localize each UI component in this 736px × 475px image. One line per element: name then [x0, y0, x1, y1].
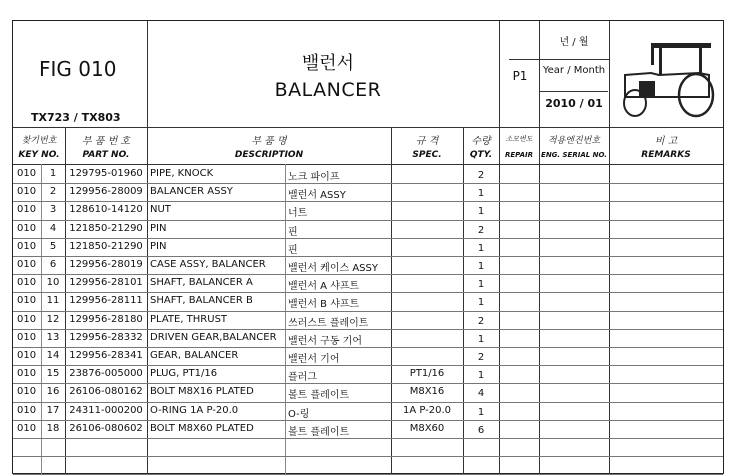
- cell-part: 129956-28019: [69, 259, 143, 270]
- fig-number: FIG 010: [39, 57, 117, 81]
- col-divider: [499, 127, 500, 475]
- cell-qty: 2: [477, 315, 485, 327]
- cell-key: 12: [46, 313, 60, 325]
- header-col-divider: [499, 21, 500, 128]
- cell-spec: M8X60: [409, 422, 445, 434]
- cell-ko: 쓰러스트 플레이트: [288, 317, 369, 329]
- cell-fig: 010: [17, 168, 37, 179]
- cell-fig: 010: [17, 350, 37, 361]
- cell-ko: 밸런서 기어: [288, 354, 340, 365]
- row-divider: [13, 256, 723, 257]
- desc-subdivider: [285, 164, 286, 475]
- row-divider: [13, 220, 723, 221]
- cell-fig: 010: [17, 204, 37, 216]
- cell-part: 129956-28111: [69, 295, 143, 307]
- cell-part: 23876-005000: [69, 368, 143, 380]
- row-divider: [13, 438, 723, 439]
- cell-key: 15: [46, 368, 60, 380]
- col-key-en: KEY NO.: [18, 150, 60, 160]
- cell-qty: 2: [477, 224, 485, 236]
- cell-qty: 1: [477, 370, 485, 382]
- row-divider: [13, 420, 723, 421]
- cell-key: 17: [46, 404, 60, 416]
- cell-qty: 1: [477, 297, 485, 309]
- col-serial-ko: 적용엔진번호: [547, 136, 601, 146]
- cell-part: 121850-21290: [69, 222, 143, 234]
- cell-part: 121850-21290: [69, 240, 143, 252]
- year-month-label-korean: 년 / 월: [559, 37, 589, 48]
- cell-key: 4: [49, 222, 57, 234]
- year-month-label: Year / Month: [542, 65, 606, 76]
- header-col-divider: [147, 21, 148, 128]
- cell-ko: 볼트 플레이트: [288, 426, 350, 438]
- cell-key: 16: [46, 386, 60, 398]
- cell-qty: 2: [477, 170, 485, 181]
- cell-key: 2: [49, 186, 57, 198]
- header-col-divider: [609, 21, 610, 128]
- cell-fig: 010: [17, 240, 37, 252]
- cell-key: 3: [49, 204, 57, 216]
- cell-ko: 핀: [288, 244, 298, 256]
- col-spec-en: SPEC.: [412, 150, 442, 160]
- cell-desc: PLUG, PT1/16: [150, 368, 218, 380]
- cell-fig: 010: [17, 368, 37, 380]
- cell-key: 1: [49, 168, 57, 179]
- cell-part: 129956-28009: [69, 186, 143, 198]
- title-korean: 밸런서: [301, 53, 355, 74]
- cell-spec: M8X16: [409, 386, 445, 398]
- row-divider: [13, 383, 723, 384]
- cell-desc: BOLT M8X16 PLATED: [150, 386, 254, 398]
- row-divider: [13, 238, 723, 239]
- cell-spec: 1A P-20.0: [402, 404, 452, 416]
- col-remarks-ko: 비 고: [654, 136, 678, 147]
- cell-desc: O-RING 1A P-20.0: [150, 404, 239, 416]
- col-qty-ko: 수량: [471, 136, 491, 147]
- cell-desc: NUT: [150, 204, 171, 216]
- cell-fig: 010: [17, 386, 37, 398]
- row-divider: [13, 292, 723, 293]
- cell-desc: PIN: [150, 240, 167, 252]
- cell-desc: PIN: [150, 222, 167, 234]
- cell-desc: SHAFT, BALANCER A: [150, 277, 253, 289]
- cell-spec: PT1/16: [409, 368, 445, 380]
- cell-ko: 밸런서 A 샤프트: [288, 281, 360, 293]
- row-divider: [13, 201, 723, 202]
- row-divider: [13, 183, 723, 184]
- page-divider: [509, 59, 609, 60]
- col-divider: [539, 127, 540, 475]
- col-qty-en: QTY.: [469, 150, 493, 160]
- header-col-divider: [539, 21, 540, 128]
- row-divider: [13, 311, 723, 312]
- cell-fig: 010: [17, 259, 37, 270]
- cell-key: 14: [46, 350, 60, 361]
- tractor-icon: [611, 23, 721, 125]
- cell-qty: 1: [477, 406, 485, 418]
- col-part-ko: 부 품 번 호: [81, 136, 131, 147]
- cell-part: 129956-28341: [69, 350, 143, 361]
- cell-ko: 핀: [288, 226, 298, 238]
- col-desc-en: DESCRIPTION: [234, 150, 304, 160]
- cell-key: 10: [46, 277, 60, 289]
- cell-part: 129795-01960: [69, 168, 143, 179]
- cell-ko: O-링: [288, 408, 310, 420]
- row-divider: [13, 365, 723, 366]
- cell-ko: 볼트 플레이트: [288, 390, 350, 402]
- parts-sheet: [12, 20, 724, 474]
- cell-desc: SHAFT, BALANCER B: [150, 295, 253, 307]
- cell-desc: BOLT M8X60 PLATED: [150, 422, 254, 434]
- col-part-en: PART NO.: [82, 150, 130, 160]
- cell-fig: 010: [17, 186, 37, 198]
- cell-ko: 밸런서 케이스 ASSY: [288, 263, 378, 274]
- row-divider: [13, 347, 723, 348]
- cell-fig: 010: [17, 422, 37, 434]
- cell-part: 129956-28101: [69, 277, 143, 289]
- cell-part: 26106-080162: [69, 386, 143, 398]
- cell-ko: 너트: [288, 208, 308, 220]
- cell-key: 6: [49, 259, 57, 270]
- cell-fig: 010: [17, 331, 37, 343]
- cell-key: 11: [46, 295, 60, 307]
- cell-qty: 1: [477, 206, 485, 218]
- cell-desc: GEAR, BALANCER: [150, 350, 239, 361]
- cell-ko: 밸런서 구동 기어: [288, 335, 362, 347]
- cell-qty: 4: [477, 388, 485, 400]
- cell-key: 18: [46, 422, 60, 434]
- cell-desc: PLATE, THRUST: [150, 313, 228, 325]
- cell-key: 13: [46, 331, 60, 343]
- cell-qty: 1: [477, 188, 485, 200]
- cell-fig: 010: [17, 404, 37, 416]
- col-repair-en: REPAIR: [504, 151, 534, 159]
- cell-desc: DRIVEN GEAR,BALANCER: [150, 331, 277, 343]
- cell-fig: 010: [17, 313, 37, 325]
- cell-fig: 010: [17, 295, 37, 307]
- cell-qty: 2: [477, 352, 485, 363]
- cell-part: 129956-28180: [69, 313, 143, 325]
- cell-qty: 1: [477, 279, 485, 291]
- col-spec-ko: 규 격: [415, 136, 439, 147]
- cell-part: 128610-14120: [69, 204, 143, 216]
- col-serial-en: ENG. SERIAL NO.: [541, 151, 607, 159]
- row-divider: [13, 274, 723, 275]
- row-divider: [13, 329, 723, 330]
- cell-desc: CASE ASSY, BALANCER: [150, 259, 266, 270]
- cell-ko: 노크 파이프: [288, 172, 340, 183]
- page-number: P1: [512, 69, 528, 83]
- cell-desc: BALANCER ASSY: [150, 186, 233, 198]
- row-divider: [13, 456, 723, 457]
- col-divider: [609, 127, 610, 475]
- cell-key: 5: [49, 240, 57, 252]
- col-divider: [147, 127, 148, 475]
- cell-qty: 1: [477, 242, 485, 254]
- model-name: TX723 / TX803: [31, 111, 121, 124]
- cell-qty: 6: [477, 424, 485, 436]
- cell-ko: 밸런서 ASSY: [288, 190, 346, 202]
- cell-ko: 플러그: [288, 372, 317, 384]
- header-divider: [13, 127, 723, 128]
- date-divider: [540, 91, 608, 92]
- col-repair-ko: 소모번도: [505, 135, 533, 143]
- col-desc-ko: 부 품 명: [251, 136, 287, 147]
- column-header-divider: [13, 164, 723, 165]
- cell-part: 129956-28332: [69, 331, 143, 343]
- title-english: BALANCER: [274, 79, 382, 101]
- cell-fig: 010: [17, 277, 37, 289]
- col-remarks-en: REMARKS: [641, 150, 691, 160]
- cell-desc: PIPE, KNOCK: [150, 168, 214, 179]
- row-divider: [13, 402, 723, 403]
- cell-part: 26106-080602: [69, 422, 143, 434]
- cell-fig: 010: [17, 222, 37, 234]
- revision-date: 2010 / 01: [545, 97, 603, 110]
- cell-ko: 밸런서 B 샤프트: [288, 299, 360, 311]
- cell-qty: 1: [477, 333, 485, 345]
- col-key-ko: 찾기번호: [21, 136, 57, 146]
- cell-qty: 1: [477, 261, 485, 272]
- cell-part: 24311-000200: [69, 404, 143, 416]
